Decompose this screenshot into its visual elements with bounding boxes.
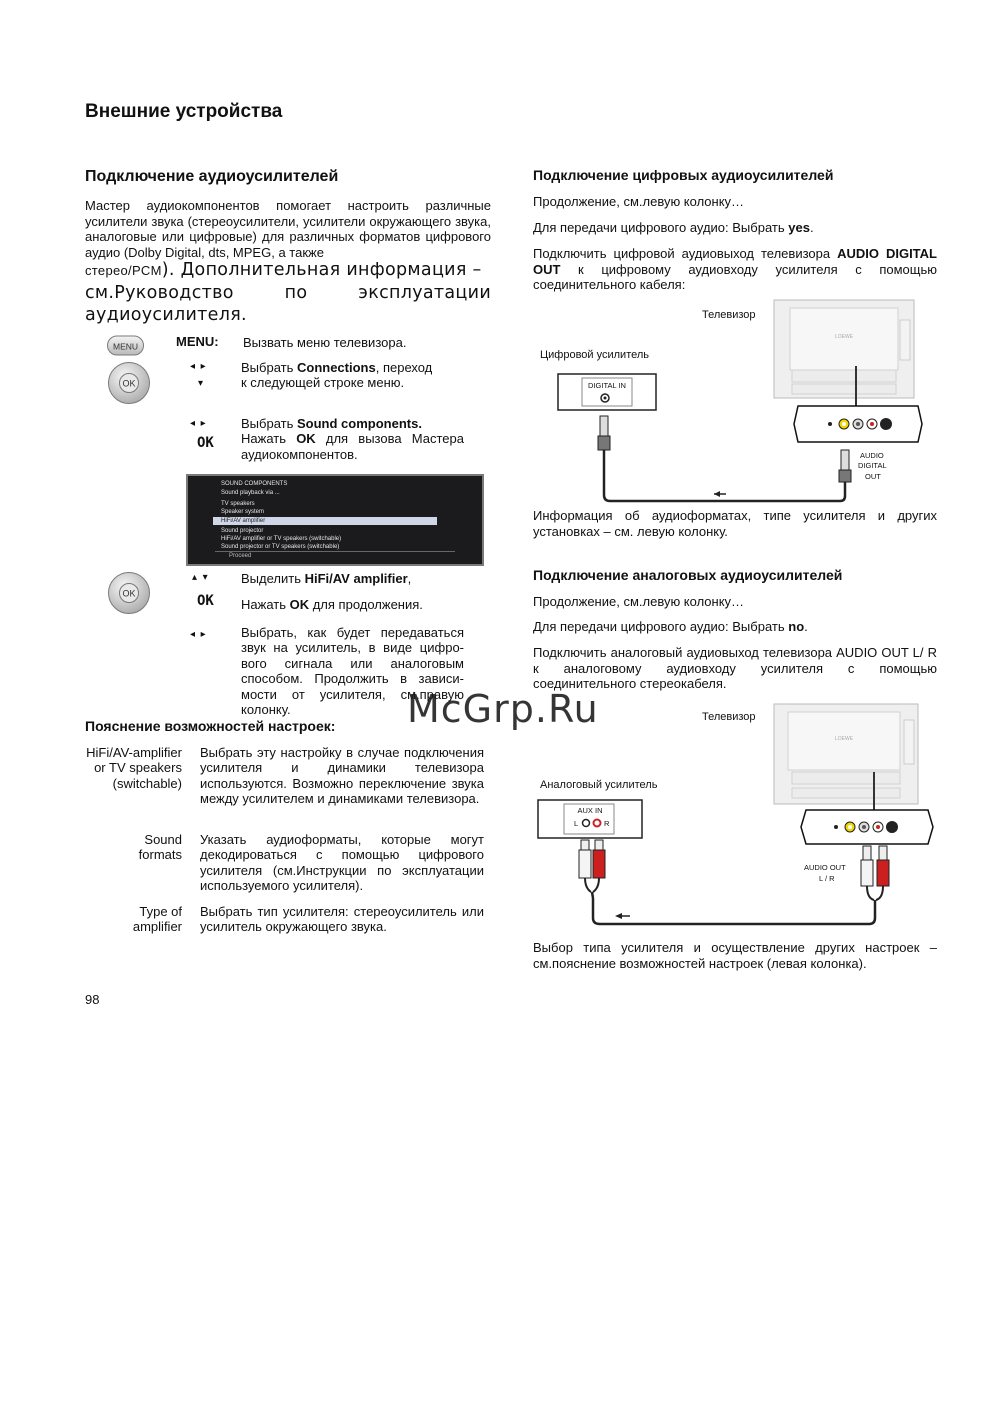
digital-continue: Продолжение, см.левую колонку… bbox=[533, 194, 745, 209]
section-heading-amplifiers: Подключение аудиоусилителей bbox=[85, 168, 339, 185]
up-down-arrows-icon: ▴ ▾ bbox=[192, 572, 208, 583]
analog-continue: Продолжение, см.левую колонку… bbox=[533, 594, 745, 609]
step2-ok: OK bbox=[296, 431, 316, 447]
osd-bottom-rule bbox=[215, 551, 455, 552]
ok-dial-label: OK bbox=[122, 378, 136, 389]
analog-tv-brand: LOEWE bbox=[834, 736, 854, 742]
menu-text: Вызвать меню телевизора. bbox=[243, 335, 407, 350]
osd-subtitle: Sound playback via ... bbox=[221, 490, 280, 496]
step4-text-a: Нажать bbox=[241, 597, 290, 612]
digital-p2-c: . bbox=[809, 220, 814, 235]
intro-big-text-1: ). Дополнительная информация – bbox=[161, 260, 482, 281]
digital-heading: Подключение цифровых аудиоусилителей bbox=[533, 167, 834, 183]
osd-footer: Proceed bbox=[229, 553, 252, 559]
analog-p2-no: no bbox=[788, 619, 805, 634]
step4-ok: OK bbox=[289, 597, 310, 612]
analog-amp-port: AUX IN bbox=[577, 806, 603, 815]
menu-remote-button-icon bbox=[106, 334, 146, 358]
step2-text-c: Нажать bbox=[241, 431, 297, 447]
tv-port-line1: AUDIO bbox=[860, 451, 884, 460]
digital-p2-a: Для передачи цифрового аудио: Выбрать bbox=[533, 220, 789, 235]
analog-tv-port-line2: L / R bbox=[819, 874, 835, 883]
analog-connection-diagram bbox=[530, 702, 942, 938]
digital-p3-a: Подключить цифровой аудиовыход телевизора bbox=[533, 246, 838, 261]
analog-heading: Подключение аналоговых аудиоусилителей bbox=[533, 567, 843, 583]
ok-dial-icon bbox=[106, 361, 152, 407]
osd-title: SOUND COMPONENTS bbox=[221, 481, 288, 487]
menu-key: MENU: bbox=[176, 334, 219, 349]
intro-paragraph bbox=[85, 198, 491, 326]
osd-item-speaker-system: Speaker system bbox=[221, 509, 265, 515]
analog-tv-label: Телевизор bbox=[702, 711, 756, 723]
step2-text-e: для вызова Мастера аудиокомпонентов. bbox=[241, 431, 464, 462]
step1-connections: Connections bbox=[296, 360, 376, 375]
osd-item-hifi-amplifier: HiFi/AV amplifier bbox=[221, 518, 266, 524]
digital-amp-port: DIGITAL IN bbox=[588, 381, 626, 390]
step3-hifi: HiFi/AV amplifier bbox=[304, 571, 408, 586]
tv-label: Телевизор bbox=[702, 309, 756, 321]
ok-dial-label-2: OK bbox=[122, 588, 136, 599]
intro-more-info bbox=[85, 259, 491, 282]
left-right-arrows-icon-2: ◂ ▸ bbox=[190, 418, 206, 429]
intro-small-text: стерео/PCM bbox=[85, 263, 162, 279]
analog-p2-a: Для передачи цифрового аудио: Выбрать bbox=[533, 619, 789, 634]
analog-info-paragraph: Выбор типа усилителя и осуществление других настроек – см.пояснение возможностей настроек (левая колонка). bbox=[533, 940, 937, 971]
digital-p3-c: к цифровому аудиовходу усилителя с помощью соединительного кабеля: bbox=[533, 261, 937, 293]
option-term-hifi: HiFi/AV-amplifier or TV speakers (switchable) bbox=[86, 745, 182, 791]
ok-dial-icon-2 bbox=[106, 571, 152, 617]
step1-text-c: , переход к следующей строке меню. bbox=[241, 360, 433, 391]
digital-select-yes bbox=[533, 220, 814, 236]
step3-text-a: Выделить bbox=[241, 571, 305, 586]
step-select-sound-components bbox=[241, 416, 464, 462]
option-desc-hifi: Выбрать эту настройку в случае подключения усилителя и динамики телевизора используются. Возможно переключение звука между усилителем и динамиками телевизора. bbox=[200, 745, 484, 807]
analog-select-no bbox=[533, 619, 808, 635]
digital-connect-instructions bbox=[533, 246, 937, 293]
intro-text: Мастер аудиокомпонентов помогает настроить различные усилители звука (стереоусилители, усилители окружающего звука, аналоговые или цифровые) для различных форматов цифрового аудио (Dolby Digital, dts, MPEG, а также bbox=[85, 198, 491, 260]
option-desc-type: Выбрать тип усилителя: стереоусилитель или усилитель окружающего звука. bbox=[200, 904, 484, 935]
step1-text-a: Выбрать bbox=[241, 360, 297, 375]
step-choose-signal: Выбрать, как будет передаваться звук на усилитель, в виде цифро-вого сигнала или аналоговым способом. Продолжить в зависи-мости от усилителя, см.правую колонку. bbox=[241, 625, 464, 718]
watermark: McGrp.Ru bbox=[407, 687, 599, 731]
ok-key-icon-2: OK bbox=[197, 593, 214, 609]
options-heading: Пояснение возможностей настроек: bbox=[85, 718, 336, 734]
option-term-type: Type of amplifier bbox=[132, 904, 182, 935]
left-right-arrows-icon-3: ◂ ▸ bbox=[190, 629, 206, 640]
intro-big-text-3: аудиоусилителя. bbox=[85, 305, 247, 326]
osd-item-projector-or-tv: Sound projector or TV speakers (switchable) bbox=[221, 544, 340, 550]
analog-connect-instructions: Подключить аналоговый аудиовыход телевизора AUDIO OUT L/ R к аналоговому аудиовходу усилителя с помощью соединительного стереокабеля. bbox=[533, 645, 937, 692]
page-title: Внешние устройства bbox=[85, 101, 283, 122]
step4-text-c: для продолжения. bbox=[309, 597, 423, 612]
ok-key-icon: OK bbox=[197, 435, 214, 451]
option-term-sound-formats: Sound formats bbox=[138, 832, 182, 863]
digital-connection-diagram bbox=[530, 298, 942, 508]
analog-amp-right: R bbox=[604, 819, 610, 828]
digital-p2-yes: yes bbox=[788, 220, 810, 235]
osd-item-hifi-or-tv: HiFi/AV amplifier or TV speakers (switchable) bbox=[221, 536, 342, 542]
analog-amp-left: L bbox=[574, 819, 579, 828]
digital-p3-port: AUDIO DIGITAL OUT bbox=[533, 246, 937, 277]
osd-item-sound-projector: Sound projector bbox=[221, 528, 264, 534]
analog-p2-c: . bbox=[804, 619, 808, 634]
menu-remote-label: MENU bbox=[112, 341, 139, 352]
step-highlight-hifi bbox=[241, 571, 411, 586]
intro-big-text-2: см.Руководство по эксплуатации bbox=[85, 283, 491, 304]
step2-text-a: Выбрать bbox=[241, 416, 297, 431]
step2-sound-components: Sound components. bbox=[296, 416, 422, 431]
page-number: 98 bbox=[85, 992, 100, 1007]
step-press-ok bbox=[241, 597, 423, 612]
analog-tv-port-line1: AUDIO OUT bbox=[804, 863, 846, 872]
digital-amp-label: Цифровой усилитель bbox=[540, 349, 650, 361]
step3-text-c: , bbox=[407, 571, 412, 586]
digital-info-paragraph: Информация об аудиоформатах, типе усилителя и других установках – см. левую колонку. bbox=[533, 508, 937, 539]
step-select-connections bbox=[241, 360, 441, 391]
tv-port-line3: OUT bbox=[865, 472, 881, 481]
osd-item-tv-speakers: TV speakers bbox=[221, 501, 255, 507]
tv-brand: LOEWE bbox=[834, 334, 854, 340]
down-arrow-icon: ▾ bbox=[198, 378, 204, 389]
analog-amp-label: Аналоговый усилитель bbox=[540, 779, 658, 791]
tv-port-line2: DIGITAL bbox=[858, 461, 887, 470]
left-right-arrows-icon: ◂ ▸ bbox=[190, 361, 206, 372]
option-desc-sound-formats: Указать аудиоформаты, которые могут декодироваться с помощью цифрового усилителя (см.Инструкции по эксплуатации используемого усилителя). bbox=[200, 832, 484, 894]
